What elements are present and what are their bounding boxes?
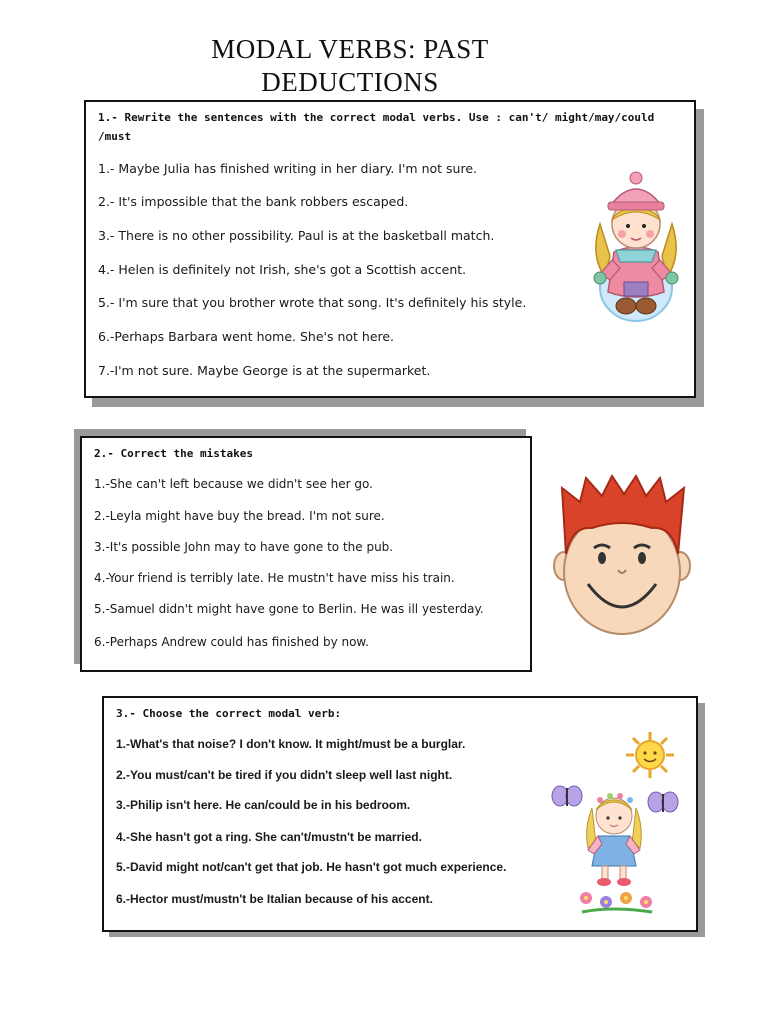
exercise-1-heading [98, 108, 654, 146]
exercise-1-item: 5.- I'm sure that you brother wrote that song. It's definitely his style. [98, 295, 527, 310]
exercise-2-item: 6.-Perhaps Andrew could has finished by now. [94, 635, 369, 649]
exercise-2-item: 5.-Samuel didn't might have gone to Berlin. He was ill yesterday. [94, 602, 484, 616]
boy-face-icon [552, 474, 692, 640]
exercise-1-heading-line-2: /must [98, 130, 132, 143]
exercise-3-box [102, 696, 698, 932]
exercise-2-item: 2.-Leyla might have buy the bread. I'm not sure. [94, 509, 385, 523]
exercise-1-heading-line-1: 1.- Rewrite the sentences with the correct modal verbs. Use : can't/ might/may/could [98, 111, 655, 124]
exercise-3-item: 3.-Philip isn't here. He can/could be in his bedroom. [116, 798, 411, 812]
exercise-1-box [84, 100, 696, 398]
exercise-1-item: 3.- There is no other possibility. Paul is at the basketball match. [98, 228, 495, 243]
exercise-2-item: 3.-It's possible John may to have gone to the pub. [94, 540, 394, 554]
page-title [0, 34, 700, 97]
exercise-1-item: 2.- It's impossible that the bank robbers escaped. [98, 194, 409, 209]
exercise-1-item: 4.- Helen is definitely not Irish, she's got a Scottish accent. [98, 262, 467, 277]
girl-flowers-icon [552, 780, 678, 918]
exercise-3-item: 1.-What's that noise? I don't know. It might/must be a burglar. [116, 737, 466, 751]
flowers [580, 892, 652, 912]
title-line-1: MODAL VERBS: PAST [211, 34, 489, 64]
exercise-2-item: 1.-She can't left because we didn't see her go. [94, 477, 373, 491]
exercise-3-item: 2.-You must/can't be tired if you didn't sleep well last night. [116, 768, 453, 782]
exercise-2-heading: 2.- Correct the mistakes [94, 447, 253, 460]
exercise-1-item: 1.- Maybe Julia has finished writing in her diary. I'm not sure. [98, 161, 477, 176]
exercise-1-item: 7.-I'm not sure. Maybe George is at the supermarket. [98, 363, 431, 378]
exercise-3-item: 6.-Hector must/mustn't be Italian because of his accent. [116, 892, 433, 906]
butterfly-left [552, 786, 582, 806]
exercise-1-item: 6.-Perhaps Barbara went home. She's not here. [98, 329, 395, 344]
exercise-2-box [80, 436, 532, 672]
exercise-3-heading: 3.- Choose the correct modal verb: [116, 707, 342, 720]
title-line-2: DEDUCTIONS [261, 67, 439, 97]
sun-icon [622, 730, 678, 780]
exercise-2-item: 4.-Your friend is terribly late. He mustn't have miss his train. [94, 571, 455, 585]
girl-winter-icon [586, 162, 686, 327]
exercise-3-item: 5.-David might not/can't get that job. He hasn't got much experience. [116, 860, 507, 874]
exercise-3-item: 4.-She hasn't got a ring. She can't/mustn't be married. [116, 830, 422, 844]
